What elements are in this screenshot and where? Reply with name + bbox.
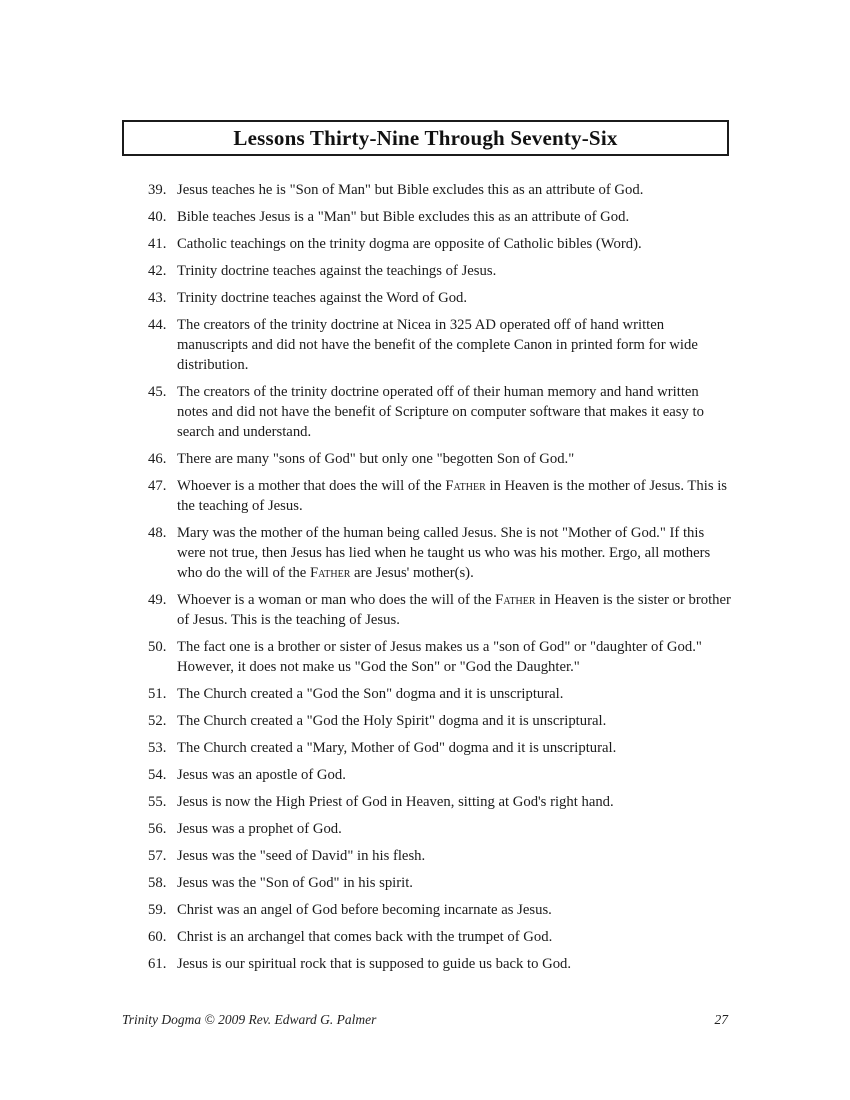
list-item-text: Trinity doctrine teaches against the teachings of Jesus. [177, 263, 497, 279]
father-smallcaps: Father [445, 478, 486, 494]
list-item-number: 43. [148, 290, 167, 306]
list-item [148, 684, 732, 704]
list-item-text: The creators of the trinity doctrine at Nicea in 325 AD operated off of hand written manuscripts and did not have the benefit of the complete Canon in printed form for wide distribution. [177, 317, 698, 373]
list-item-number: 50. [148, 639, 167, 655]
list-item-text: There are many "sons of God" but only one "begotten Son of God." [177, 451, 575, 467]
page-footer [122, 1012, 728, 1028]
footer-copyright: Trinity Dogma © 2009 Rev. Edward G. Palmer [122, 1012, 377, 1027]
list-item-text: Christ was an angel of God before becoming incarnate as Jesus. [177, 902, 552, 918]
list-item-text: Mary was the mother of the human being called Jesus. She is not "Mother of God." If this were not true, then Jesus has lied when he taught us who was his mother. Ergo, all mothers who do the will of the Father are Jesus' mother(s). [177, 525, 711, 581]
list-item [148, 288, 732, 308]
list-item [148, 523, 732, 583]
list-item [148, 819, 732, 839]
list-item-text: Jesus teaches he is "Son of Man" but Bible excludes this as an attribute of God. [177, 182, 644, 198]
list-item [148, 261, 732, 281]
list-item-number: 45. [148, 384, 167, 400]
list-item-number: 42. [148, 263, 167, 279]
list-item-number: 56. [148, 821, 167, 837]
list-item-number: 44. [148, 317, 167, 333]
list-item-number: 58. [148, 875, 167, 891]
list-item [148, 792, 732, 812]
list-item [148, 207, 732, 227]
page-number: 27 [714, 1012, 728, 1027]
list-item-text: Whoever is a woman or man who does the will of the Father in Heaven is the sister or brother of Jesus. This is the teaching of Jesus. [177, 592, 731, 628]
list-item-number: 46. [148, 451, 167, 467]
list-item-text: Jesus was the "Son of God" in his spirit. [177, 875, 413, 891]
list-item-number: 54. [148, 767, 167, 783]
list-item-text: The creators of the trinity doctrine operated off of their human memory and hand written notes and did not have the benefit of Scripture on computer software that makes it easy to search and understand. [177, 384, 704, 440]
list-item-text: The Church created a "God the Son" dogma and it is unscriptural. [177, 686, 564, 702]
list-item [148, 873, 732, 893]
list-item-text: Catholic teachings on the trinity dogma are opposite of Catholic bibles (Word). [177, 236, 642, 252]
list-item [148, 927, 732, 947]
list-item-text: Jesus was the "seed of David" in his flesh. [177, 848, 426, 864]
list-item-text: Christ is an archangel that comes back with the trumpet of God. [177, 929, 553, 945]
list-item-number: 61. [148, 956, 167, 972]
list-item [148, 590, 732, 630]
list-item-text: Trinity doctrine teaches against the Word of God. [177, 290, 468, 306]
list-item [148, 900, 732, 920]
list-item-text: The Church created a "Mary, Mother of God" dogma and it is unscriptural. [177, 740, 617, 756]
list-item [148, 765, 732, 785]
list-item-number: 59. [148, 902, 167, 918]
list-item-number: 48. [148, 525, 167, 541]
list-item-number: 49. [148, 592, 167, 608]
list-item [148, 382, 732, 442]
list-item [148, 954, 732, 974]
list-item-number: 41. [148, 236, 167, 252]
list-item [148, 449, 732, 469]
list-item-number: 53. [148, 740, 167, 756]
list-item [148, 637, 732, 677]
father-smallcaps: Father [495, 592, 536, 608]
list-item-number: 52. [148, 713, 167, 729]
list-item-number: 60. [148, 929, 167, 945]
list-item-text: Jesus is now the High Priest of God in Heaven, sitting at God's right hand. [177, 794, 614, 810]
list-item-text: Bible teaches Jesus is a "Man" but Bible excludes this as an attribute of God. [177, 209, 630, 225]
list-item-text: The fact one is a brother or sister of Jesus makes us a "son of God" or "daughter of God." However, it does not make us "God the Son" or "God the Daughter." [177, 639, 702, 675]
list-item [148, 476, 732, 516]
list-item [148, 711, 732, 731]
list-item-text: Jesus was a prophet of God. [177, 821, 342, 837]
list-item [148, 738, 732, 758]
list-item [148, 315, 732, 375]
list-item-number: 51. [148, 686, 167, 702]
list-item-number: 40. [148, 209, 167, 225]
list-item-number: 57. [148, 848, 167, 864]
section-title-box [122, 120, 729, 156]
list-item [148, 846, 732, 866]
father-smallcaps: Father [309, 565, 351, 581]
list-item-text: The Church created a "God the Holy Spirit" dogma and it is unscriptural. [177, 713, 607, 729]
list-item [148, 180, 732, 200]
list-item-number: 39. [148, 182, 167, 198]
lessons-list [148, 180, 732, 974]
list-item-text: Jesus is our spiritual rock that is supposed to guide us back to God. [177, 956, 572, 972]
list-item [148, 234, 732, 254]
list-item-text: Whoever is a mother that does the will of the Father in Heaven is the mother of Jesus. This is the teaching of Jesus. [177, 478, 728, 514]
list-item-text: Jesus was an apostle of God. [177, 767, 346, 783]
page-title: Lessons Thirty-Nine Through Seventy-Six [233, 126, 618, 150]
list-item-number: 55. [148, 794, 167, 810]
list-item-number: 47. [148, 478, 167, 494]
